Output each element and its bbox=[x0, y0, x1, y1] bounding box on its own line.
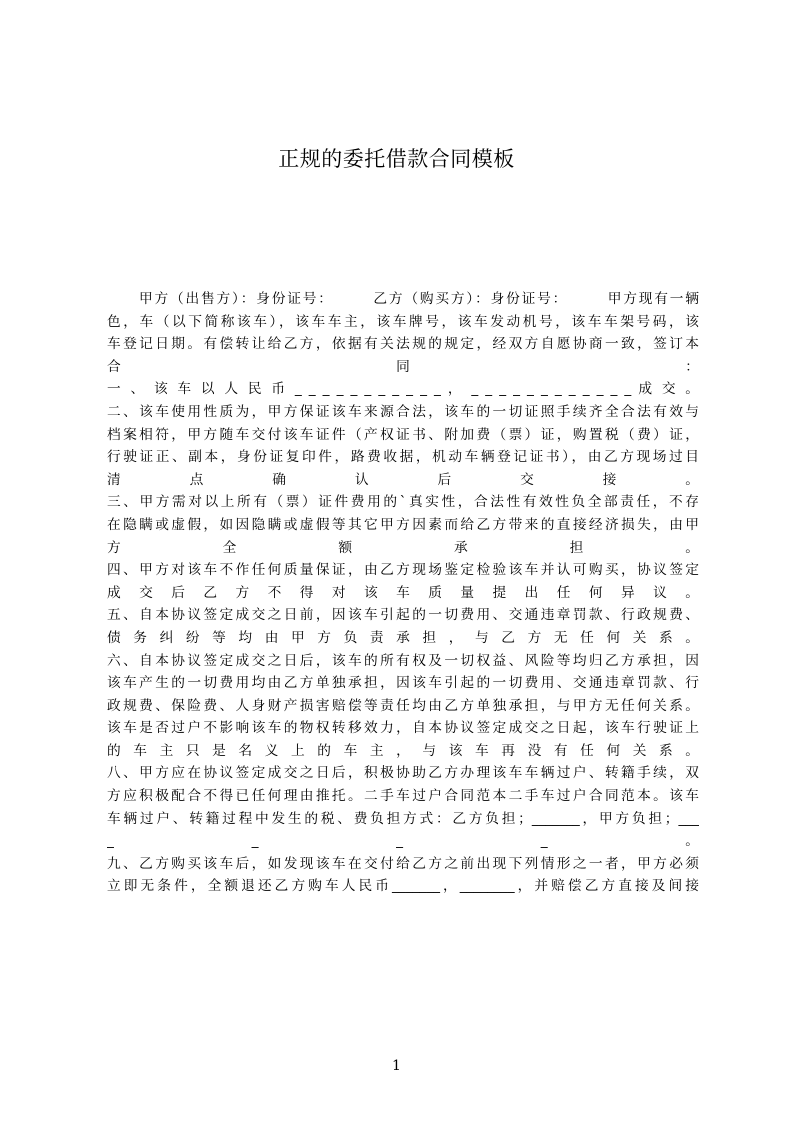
body-line: 清 点 确 认 后 交 接 。 bbox=[107, 471, 699, 488]
body-line: _ _ _ _ 。 bbox=[107, 833, 699, 850]
body-line: 的 车 主 只 是 名 义 上 的 车 主 ， 与 该 车 再 没 有 任 何 关 系 。 bbox=[107, 742, 699, 759]
body-line: 在隐瞒或虚假，如因隐瞒或虚假等其它甲方因素而给乙方带来的直接经济损失，由甲 bbox=[107, 516, 699, 533]
body-line: 甲方（出售方）：身份证号： 乙方（购买方）：身份证号： 甲方现有一辆 bbox=[139, 291, 699, 307]
body-line: 该车产生的一切费用均由乙方单独承担，因该车引起的一切费用、交通违章罚款、行 bbox=[107, 675, 699, 692]
body-line: 车辆过户、转籍过程中发生的税、费负担方式：乙方负担；_______，甲方负担；___ bbox=[107, 810, 699, 827]
body-line: 该车是否过户不影响该车的物权转移效力，自本协议签定成交之日起，该车行驶证上 bbox=[107, 720, 699, 737]
body-line: 色，车（以下简称该车），该车车主，该车牌号，该车发动机号，该车车架号码，该 bbox=[107, 313, 699, 330]
body-line: 档案相符，甲方随车交付该车证件（产权证书、附加费（票）证，购置税（费）证， bbox=[107, 426, 699, 443]
body-line: 行驶证正、副本，身份证复印件，路费收据，机动车辆登记证书），由乙方现场过目 bbox=[107, 449, 699, 466]
document-title: 正规的委托借款合同模板 bbox=[278, 147, 515, 171]
body-line: 车登记日期。有偿转让给乙方，依据有关法规的规定，经双方自愿协商一致，签订本 bbox=[107, 336, 699, 353]
body-line: 合 同 ： bbox=[107, 358, 699, 375]
body-line: 方应积极配合不得已任何理由推托。二手车过户合同范本二手车过户合同范本。该车 bbox=[107, 788, 699, 805]
body-line: 六、自本协议签定成交之日后，该车的所有权及一切权益、风险等均归乙方承担，因 bbox=[107, 652, 699, 669]
body-line: 八、甲方应在协议签定成交之日后，积极协助乙方办理该车车辆过户、转籍手续，双 bbox=[107, 765, 699, 782]
body-line: 二、该车使用性质为，甲方保证该车来源合法，该车的一切证照手续齐全合法有效与 bbox=[107, 403, 699, 420]
contract-body bbox=[107, 288, 699, 898]
body-line: 四、甲方对该车不作任何质量保证，由乙方现场鉴定检验该车并认可购买，协议签定 bbox=[107, 562, 699, 579]
body-line: 方 全 额 承 担 。 bbox=[107, 539, 699, 556]
body-line: 成 交 后 乙 方 不 得 对 该 车 质 量 提 出 任 何 异 议 。 bbox=[107, 584, 699, 601]
body-line: 一 、 该 车 以 人 民 币 _ _ _ _ _ _ _ _ _ _ _ ， _ _ _ _ _ _ _ _ _ _ _ _ 成 交 。 bbox=[107, 381, 699, 398]
body-line: 债 务 纠 纷 等 均 由 甲 方 负 责 承 担 ， 与 乙 方 无 任 何 关 系 。 bbox=[107, 629, 699, 646]
page-number: 1 bbox=[392, 1058, 401, 1074]
body-line: 立即无条件，全额退还乙方购车人民币_______，________，并赔偿乙方直接及间接 bbox=[107, 878, 699, 895]
body-line: 政规费、保险费、人身财产损害赔偿等责任均由乙方单独承担，与甲方无任何关系。 bbox=[107, 697, 699, 714]
body-line: 九、乙方购买该车后，如发现该车在交付给乙方之前出现下列情形之一者，甲方必须 bbox=[107, 855, 699, 872]
body-line: 三、甲方需对以上所有（票）证件费用的`真实性，合法性有效性负全部责任，不存 bbox=[107, 494, 699, 511]
body-line: 五、自本协议签定成交之日前，因该车引起的一切费用、交通违章罚款、行政规费、 bbox=[107, 607, 699, 624]
